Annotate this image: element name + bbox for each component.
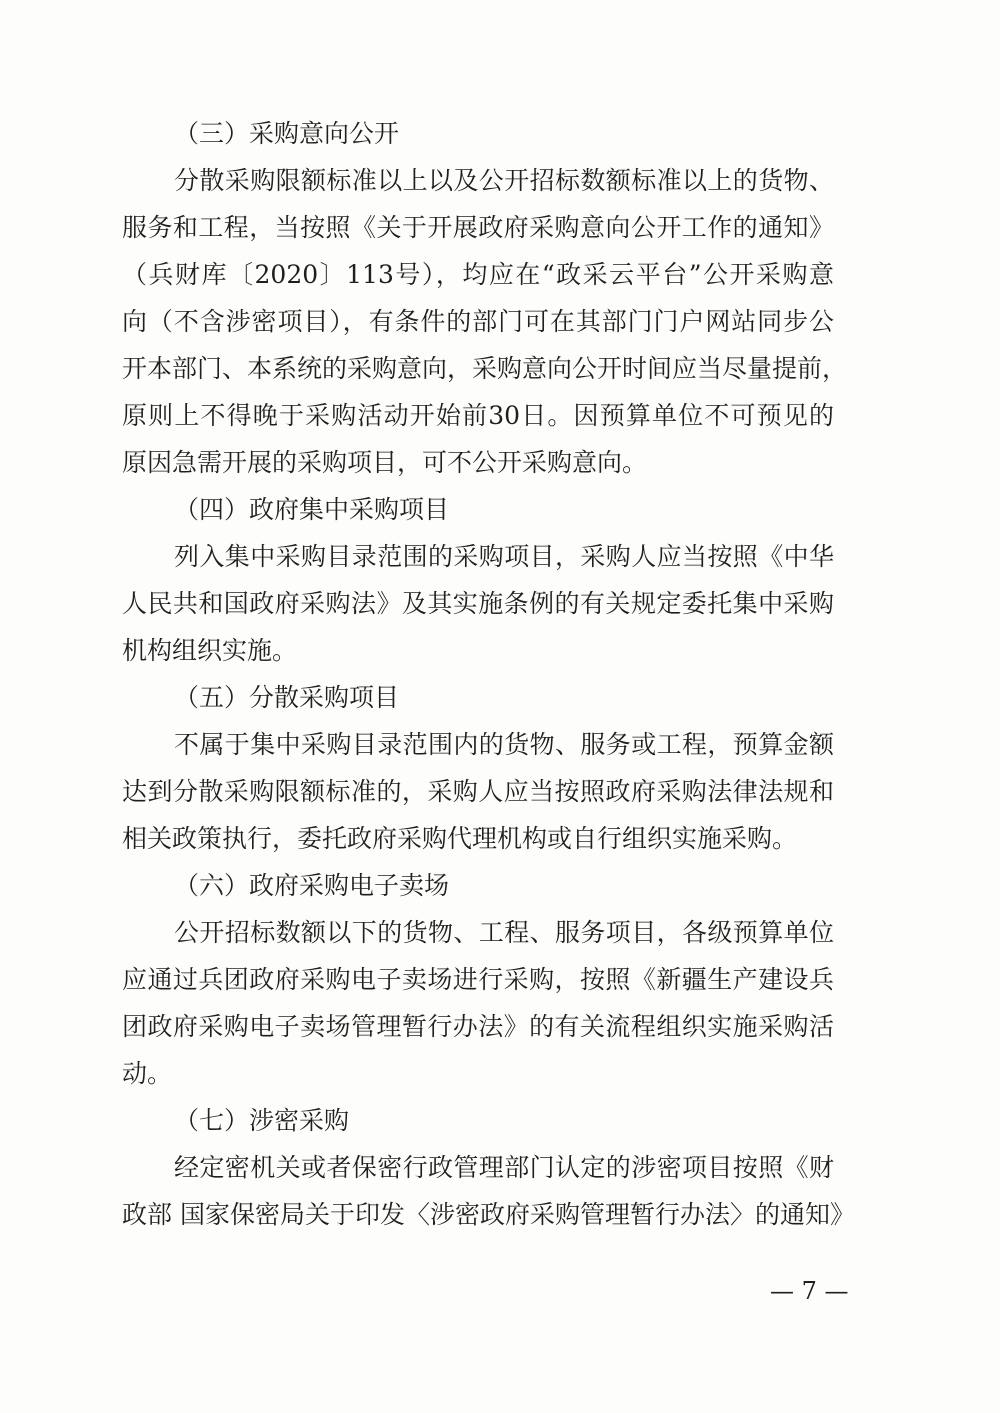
paragraph-line: 分散采购限额标准以上以及公开招标数额标准以上的货物、 [174, 166, 834, 195]
paragraph-line: 开本部门、本系统的采购意向，采购意向公开时间应当尽量提前， [122, 354, 848, 383]
paragraph-line: （兵财库〔2020〕113号），均应在“政采云平台”公开采购意 [122, 260, 834, 289]
section-heading-3: （三）采购意向公开 [174, 119, 400, 148]
paragraph-line: 经定密机关或者保密行政管理部门认定的涉密项目按照《财 [174, 1153, 834, 1182]
paragraph-line: 达到分散采购限额标准的，采购人应当按照政府采购法律法规和 [122, 777, 834, 806]
section-heading-7: （七）涉密采购 [174, 1106, 350, 1135]
paragraph-line: 人民共和国政府采购法》及其实施条例的有关规定委托集中采购 [122, 589, 834, 618]
page-number: — 7 — [770, 1277, 849, 1305]
paragraph-line: 原则上不得晚于采购活动开始前30日。因预算单位不可预见的 [122, 401, 834, 430]
paragraph-line: 原因急需开展的采购项目，可不公开采购意向。 [122, 448, 648, 477]
paragraph-line: 政部 国家保密局关于印发〈涉密政府采购管理暂行办法〉的通知》 [122, 1200, 855, 1229]
paragraph-line: 机构组织实施。 [122, 636, 298, 665]
paragraph-line: 公开招标数额以下的货物、工程、服务项目，各级预算单位 [174, 918, 834, 947]
paragraph-line: 应通过兵团政府采购电子卖场进行采购，按照《新疆生产建设兵 [122, 965, 834, 994]
section-heading-4: （四）政府集中采购项目 [174, 495, 450, 524]
paragraph-line: 向（不含涉密项目），有条件的部门可在其部门门户网站同步公 [122, 307, 834, 336]
paragraph-line: 服务和工程，当按照《关于开展政府采购意向公开工作的通知》 [122, 213, 834, 242]
section-heading-6: （六）政府采购电子卖场 [174, 871, 450, 900]
paragraph-line: 列入集中采购目录范围的采购项目，采购人应当按照《中华 [174, 542, 834, 571]
section-heading-5: （五）分散采购项目 [174, 683, 400, 712]
paragraph-line: 团政府采购电子卖场管理暂行办法》的有关流程组织实施采购活 [122, 1012, 834, 1041]
paragraph-line: 动。 [122, 1059, 173, 1088]
paragraph-line: 相关政策执行，委托政府采购代理机构或自行组织实施采购。 [122, 824, 798, 853]
paragraph-line: 不属于集中采购目录范围内的货物、服务或工程，预算金额 [174, 730, 834, 759]
